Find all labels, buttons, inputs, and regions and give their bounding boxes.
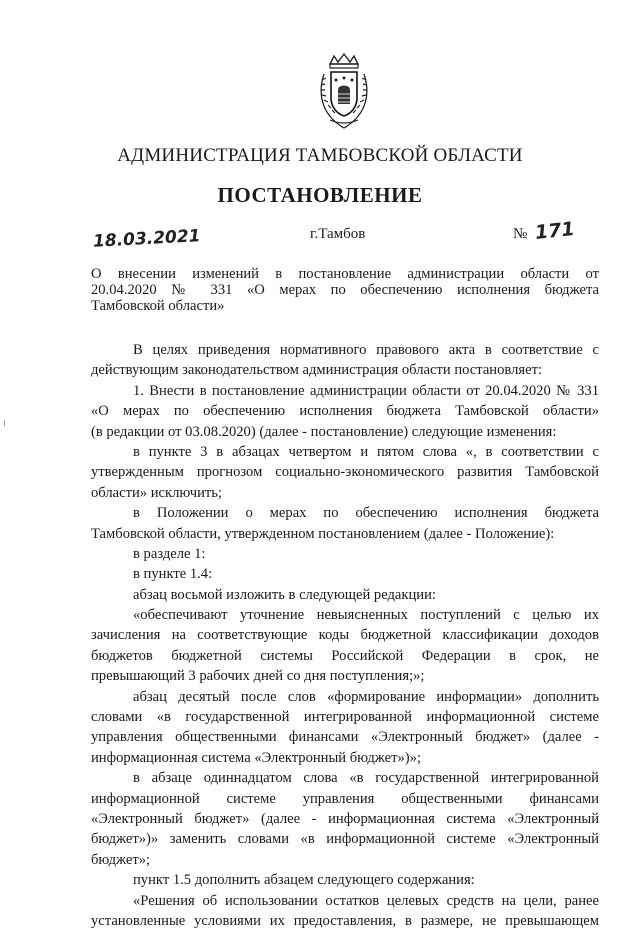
body-text-line: бюджет»;	[91, 851, 151, 868]
coat-of-arms-icon	[316, 52, 372, 130]
body-text-line: в абзаце одиннадцатом слова «в государственной интегрированной	[133, 770, 599, 787]
body-text-line: абзац десятый после слов «формирование информации» дополнить	[133, 688, 599, 705]
body-text-line: информационная система «Электронный бюджет»)»;	[91, 749, 422, 766]
organization-name: АДМИНИСТРАЦИЯ ТАМБОВСКОЙ ОБЛАСТИ	[117, 145, 523, 166]
body-text-line: (в редакции от 03.08.2020) (далее - постановление) следующие изменения:	[91, 423, 557, 440]
body-text-line: «обеспечивают уточнение невыясненных поступлений с целью их	[133, 607, 599, 624]
body-text-line: бюджетов бюджетной системы Российской Федерации в срок, не	[91, 647, 599, 664]
body-text-line: действующим законодательством администрация области постановляет:	[91, 362, 543, 379]
body-text-line: «Решения об использовании остатков целевых средств на цели, ранее	[133, 892, 599, 909]
body-text-line: Тамбовской области, утвержденном постановлением (далее - Положение):	[91, 525, 555, 542]
body-text-line: утвержденным прогнозом социально-экономического развития Тамбовской	[91, 464, 599, 481]
body-text-line: управления общественными финансами «Электронный бюджет» (далее -	[91, 729, 599, 746]
body-text-line: словами «в государственной интегрированной информационной системе	[91, 709, 599, 726]
body-text-line: в разделе 1:	[133, 545, 206, 562]
body-text-line: В целях приведения нормативного правового акта в соответствие с	[133, 342, 599, 358]
body-text-line: превышающий 3 рабочих дней со дня поступления;»;	[91, 668, 425, 685]
body-text-line: бюджет»)» заменить словами «в информационной системе «Электронный	[91, 831, 599, 848]
document-subject	[91, 266, 599, 314]
body-text-line: в пункте 1.4:	[133, 566, 213, 583]
body-text-line: в пункте 3 в абзацах четвертом и пятом слова «, в соответствии с	[133, 443, 599, 460]
body-text-line: пункт 1.5 дополнить абзацем следующего содержания:	[133, 872, 475, 889]
subject-line: 20.04.2020 № 331 «О мерах по обеспечению исполнения бюджета	[91, 282, 599, 298]
body-text-line: 1. Внести в постановление администрации области от 20.04.2020 № 331	[133, 382, 599, 399]
body-text-line: «О мерах по обеспечению исполнения бюджета Тамбовской области»	[91, 403, 599, 420]
body-text-line: абзац восьмой изложить в следующей редакции:	[133, 586, 436, 603]
document-body	[91, 340, 599, 931]
document-type-title: ПОСТАНОВЛЕНИЕ	[217, 183, 423, 207]
body-text-line: установленные условиями их предоставления, в размере, не превышающем	[91, 912, 599, 929]
handwritten-date: 18.03.2021	[92, 226, 201, 252]
handwritten-number: 171	[533, 217, 576, 245]
body-text-line: в Положении о мерах по обеспечению исполнения бюджета	[133, 505, 599, 522]
body-text-line: «Электронный бюджет» (далее - информационная система «Электронный	[91, 810, 599, 827]
subject-line: Тамбовской области»	[91, 298, 225, 314]
city-label: г.Тамбов	[310, 226, 366, 242]
body-text-line: зачисления на соответствующие коды бюджетной классификации доходов	[91, 627, 599, 644]
number-label: №	[513, 226, 528, 242]
body-text-line: информационной системе управления общественными финансами	[91, 790, 599, 807]
body-text-line: области» исключить;	[91, 484, 222, 501]
margin-mark	[4, 420, 5, 426]
subject-line: О внесении изменений в постановление администрации области от	[91, 266, 599, 282]
